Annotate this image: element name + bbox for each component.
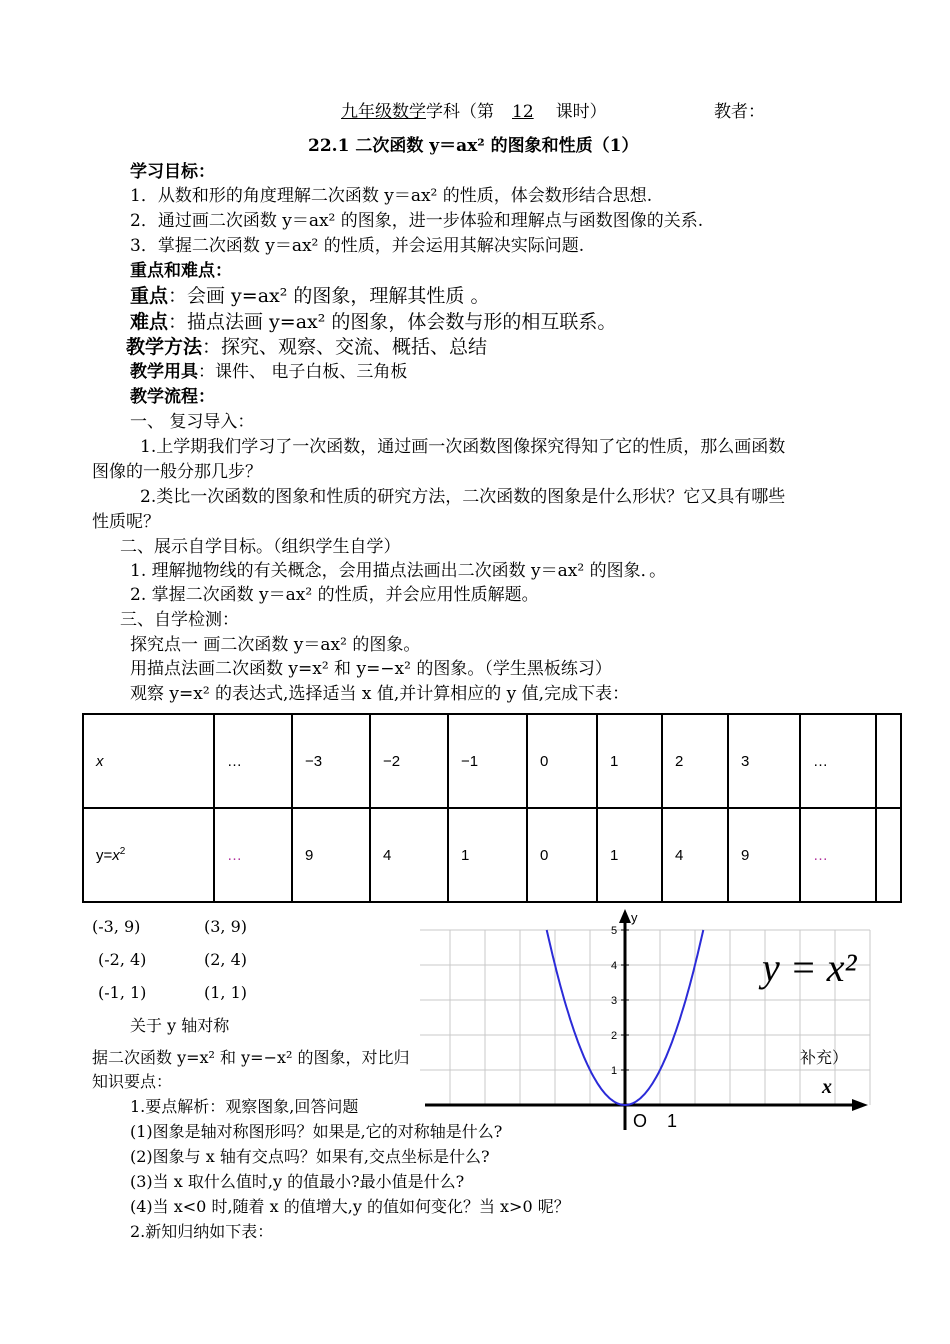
y-tick-label: 4 [611,960,618,972]
objective-item: 3．掌握二次函数 y＝ax² 的性质，并会运用其解决实际问题. [130,236,585,256]
y-tick-label: 2 [611,1030,618,1042]
key-point-line [130,283,489,309]
objective-item: 1．从数和形的角度理解二次函数 y＝ax² 的性质，体会数形结合思想. [130,186,653,206]
table-cell: 4 [370,808,448,902]
table-cell [876,714,901,808]
difficult-label: 难点 [130,311,169,333]
knowledge-heading: 知识要点： [92,1072,173,1091]
lesson-suffix: 课时） [555,102,607,122]
tools-line [130,360,407,384]
table-cell: −2 [370,714,448,808]
section2-item: 2. 掌握二次函数 y＝ax² 的性质，并会应用性质解题。 [130,585,539,605]
lesson-number: 12 [512,102,534,122]
table-cell: $y=x^2$ [83,808,214,902]
section1-p1-cont: 图像的一般分那几步？ [92,462,262,482]
question-1: (1)图象是轴对称图形吗？如果是,它的对称轴是什么? [130,1122,503,1141]
y-axis-label: y [631,910,638,925]
lesson-header [323,100,607,124]
table-cell: −1 [448,714,527,808]
table-cell: … [800,808,876,902]
table-cell: 3 [728,714,800,808]
table-row-y [83,808,901,902]
section2-item: 1. 理解抛物线的有关概念，会用描点法画出二次函数 y＝ax² 的图象．。 [130,561,667,581]
y-tick-label: 1 [611,1065,618,1077]
question-3: (3)当 x 取什么值时,y 的值最小?最小值是什么? [130,1172,465,1191]
method-label: 教学方法 [126,336,203,358]
table-cell: 2 [662,714,728,808]
equation-label: y = x² [762,945,857,990]
table-cell: x [83,714,214,808]
point-label: (1, 1) [204,983,248,1002]
subject-suffix: 学科（第 [426,102,494,122]
point-label: (2, 4) [204,950,248,969]
question-4: (4)当 x<0 时,随着 x 的值增大,y 的值如何变化？当 x>0 呢？ [130,1197,570,1216]
table-row-x [83,714,901,808]
origin-label: O [633,1111,648,1131]
point-label: (3, 9) [204,917,248,936]
x-axis-label: x [822,1076,832,1098]
page-title: 22.1 二次函数 y＝ax² 的图象和性质（1） [308,136,639,156]
objectives-heading: 学习目标： [130,162,215,182]
summary-line: 2.新知归纳如下表： [130,1222,274,1241]
y-tick-label: 5 [611,925,618,937]
point-label: (-1, 1) [98,983,147,1002]
compare-line: 据二次函数 y=x² 和 y=−x² 的图象，对比归 [92,1048,410,1067]
section1-p2: 2.类比一次函数的图象和性质的研究方法，二次函数的图象是什么形状？它又具有哪些 [140,487,786,507]
parabola-chart [420,905,900,1135]
table-cell [876,808,901,902]
table-cell: 4 [662,808,728,902]
difficult-text: ：描点法画 y=ax² 的图象，体会数与形的相互联系。 [168,311,617,333]
method-line [126,334,487,360]
values-table [82,713,902,903]
table-cell: −3 [292,714,370,808]
difficult-point-line [130,309,616,335]
key-text: ：会画 y=ax² 的图象，理解其性质 。 [168,285,490,307]
keypoints-heading: 重点和难点： [130,261,232,281]
symmetry-note: 关于 y 轴对称 [130,1016,230,1035]
compare-tail: 补充） [800,1048,849,1067]
analysis-line: 1.要点解析：观察图象,回答问题 [130,1097,359,1116]
tools-text: ：课件、 电子白板、三角板 [198,362,408,382]
table-cell: 0 [527,714,597,808]
table-cell: … [214,714,292,808]
question-2: (2)图象与 x 轴有交点吗？如果有,交点坐标是什么? [130,1147,490,1166]
x-unit-label: 1 [667,1111,678,1131]
teacher-label: 教者： [714,102,765,122]
table-cell: 9 [292,808,370,902]
table-cell: 1 [597,714,662,808]
point-label: (-2, 4) [98,950,147,969]
key-label: 重点 [130,285,169,307]
section1-p2-cont: 性质呢？ [92,512,160,532]
task-line: 用描点法画二次函数 y=x² 和 y=−x² 的图象。（学生黑板练习） [130,659,612,679]
section3-title: 三、自学检测： [120,610,239,630]
objective-item: 2．通过画二次函数 y＝ax² 的图象，进一步体验和理解点与函数图像的关系. [130,211,704,231]
table-cell: … [214,808,292,902]
observe-line: 观察 y=x² 的表达式,选择适当 x 值,并计算相应的 y 值,完成下表： [130,684,630,704]
section1-p1: 1.上学期我们学习了一次函数，通过画一次函数图像探究得知了它的性质，那么画函数 [140,437,786,457]
table-cell: 0 [527,808,597,902]
tools-label: 教学用具 [130,362,198,382]
table-cell: 1 [597,808,662,902]
subject-label: 九年级数学 [341,102,426,122]
section2-title: 二、展示自学目标。（组织学生自学） [120,537,401,557]
point-label: (-3, 9) [92,917,141,936]
section1-title: 一、 复习导入： [130,412,255,432]
y-tick-label: 3 [611,995,618,1007]
explore-line: 探究点一 画二次函数 y＝ax² 的图象。 [130,635,421,655]
flow-heading: 教学流程： [130,387,215,407]
table-cell: 9 [728,808,800,902]
method-text: ：探究、观察、交流、概括、总结 [202,336,488,358]
table-cell: 1 [448,808,527,902]
table-cell: … [800,714,876,808]
